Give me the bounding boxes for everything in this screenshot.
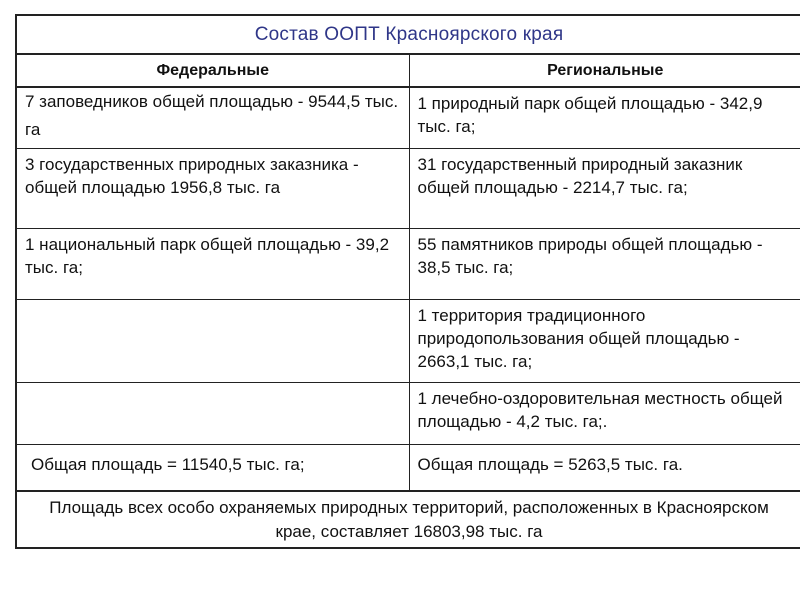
regional-cell-text: 1 территория традиционного природопользования общей площадью - 2663,1 тыс. га; [417, 306, 740, 371]
table-row [16, 87, 800, 149]
regional-total-cell [409, 445, 800, 492]
regional-cell-text: 1 лечебно-оздоровительная местность общей площадью - 4,2 тыс. га;. [417, 389, 783, 431]
federal-cell [16, 87, 409, 149]
table-row [16, 149, 800, 229]
table-title-text: Состав ООПТ Красноярского края [254, 24, 564, 45]
table-title-row [16, 15, 800, 54]
column-header-federal: Федеральные [16, 54, 409, 87]
table-row [16, 229, 800, 300]
federal-cell-text: 3 государственных природных заказника - общей площадью 1956,8 тыс. га [25, 155, 359, 197]
regional-cell [409, 229, 800, 300]
federal-cell-empty [16, 300, 409, 383]
federal-cell-text: 7 заповедников общей площадью - 9544,5 тыс. га [25, 92, 399, 139]
table-header-row [16, 54, 800, 87]
footer-cell [16, 491, 800, 548]
oopt-composition-table [15, 14, 800, 549]
federal-cell-empty [16, 383, 409, 445]
regional-total-text: Общая площадь = 5263,5 тыс. га. [417, 455, 683, 474]
footer-row [16, 491, 800, 548]
totals-row [16, 445, 800, 492]
table-row [16, 383, 800, 445]
federal-cell-text [17, 300, 409, 304]
regional-cell [409, 383, 800, 445]
federal-total-cell [16, 445, 409, 492]
regional-cell [409, 87, 800, 149]
regional-cell-text: 1 природный парк общей площадью - 342,9 тыс. га; [417, 94, 763, 136]
federal-cell-text [17, 383, 409, 387]
regional-cell [409, 149, 800, 229]
regional-cell [409, 300, 800, 383]
footer-summary-text: Площадь всех особо охраняемых природных территорий, расположенных в Красноярском крае, составляет 16803,98 тыс. га [49, 497, 769, 541]
federal-cell [16, 149, 409, 229]
regional-cell-text: 31 государственный природный заказник общей площадью - 2214,7 тыс. га; [417, 155, 743, 197]
federal-cell [16, 229, 409, 300]
table-row [16, 300, 800, 383]
column-header-regional: Региональные [409, 54, 800, 87]
table-title [16, 15, 800, 54]
federal-total-text: Общая площадь = 11540,5 тыс. га; [31, 455, 305, 474]
regional-cell-text: 55 памятников природы общей площадью - 38,5 тыс. га; [417, 235, 763, 277]
federal-cell-text: 1 национальный парк общей площадью - 39,2 тыс. га; [25, 235, 390, 277]
